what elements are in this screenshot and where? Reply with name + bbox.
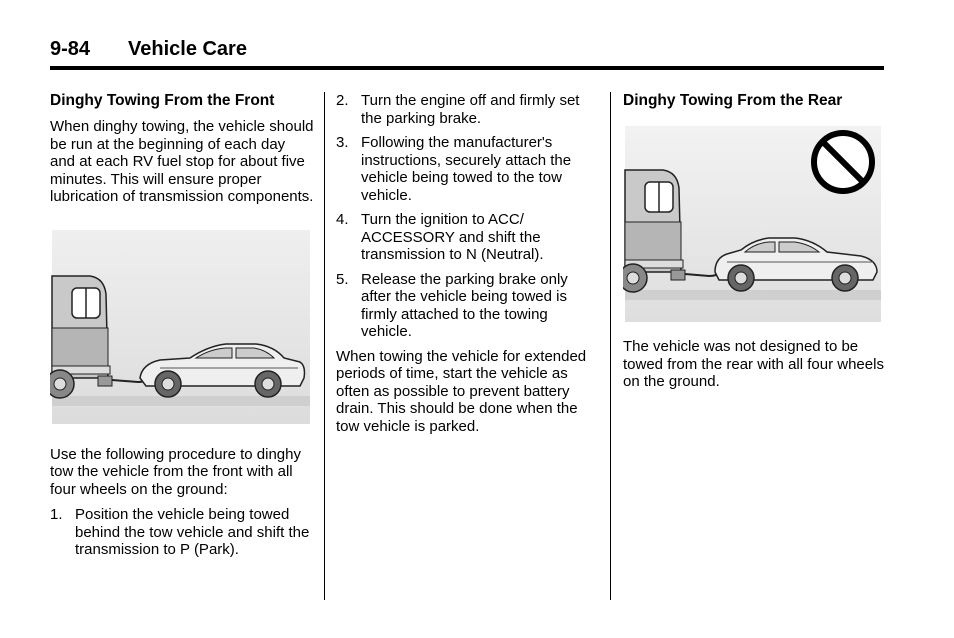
step-text: Position the vehicle being towed behind the tow vehicle and shift the transmission to P (Park). <box>75 506 310 558</box>
battery-note: When towing the vehicle for extended periods of time, start the vehicle as often as possible to prevent battery drain. This should be done when the tow vehicle is parked. <box>336 347 587 435</box>
step-4 <box>336 211 600 264</box>
step-1 <box>50 506 314 559</box>
front-towing-heading: Dinghy Towing From the Front <box>50 92 275 109</box>
step-number: 3. <box>336 134 349 151</box>
step-text: Following the manufacturer's instructions, securely attach the vehicle being towed to the tow vehicle. <box>361 134 572 204</box>
rear-towing-heading: Dinghy Towing From the Rear <box>623 92 843 109</box>
step-2 <box>336 92 600 127</box>
section-title: Vehicle Care <box>128 38 247 60</box>
front-towing-intro: When dinghy towing, the vehicle should be run at the beginning of each day and at each RV fuel stop for about five minutes. This will ensure proper lubrication of transmission components. <box>50 118 314 205</box>
step-text: Turn the ignition to ACC/ ACCESSORY and shift the transmission to N (Neutral). <box>361 211 544 263</box>
prohibited-icon <box>814 133 872 191</box>
procedure-intro: Use the following procedure to dinghy tow the vehicle from the front with all four wheels on the ground: <box>50 445 301 498</box>
column-1 <box>50 92 314 559</box>
step-text: Turn the engine off and firmly set the parking brake. <box>361 92 580 127</box>
step-3 <box>336 134 600 204</box>
front-towing-illustration <box>50 228 312 428</box>
page-number: 9-84 <box>50 38 91 60</box>
rear-towing-text: The vehicle was not designed to be towed from the rear with all four wheels on the ground. <box>623 338 884 390</box>
column-3 <box>623 92 885 391</box>
rear-towing-illustration <box>623 124 883 324</box>
step-5 <box>336 271 600 341</box>
column-divider <box>610 92 611 600</box>
column-divider <box>324 92 325 600</box>
step-number: 5. <box>336 270 349 288</box>
column-2 <box>336 92 600 435</box>
step-number: 2. <box>336 92 349 109</box>
step-number: 4. <box>336 211 349 228</box>
step-text: Release the parking brake only after the vehicle being towed is firmly attached to the towing vehicle. <box>361 270 568 340</box>
page-header <box>50 38 884 70</box>
step-number: 1. <box>50 506 63 523</box>
